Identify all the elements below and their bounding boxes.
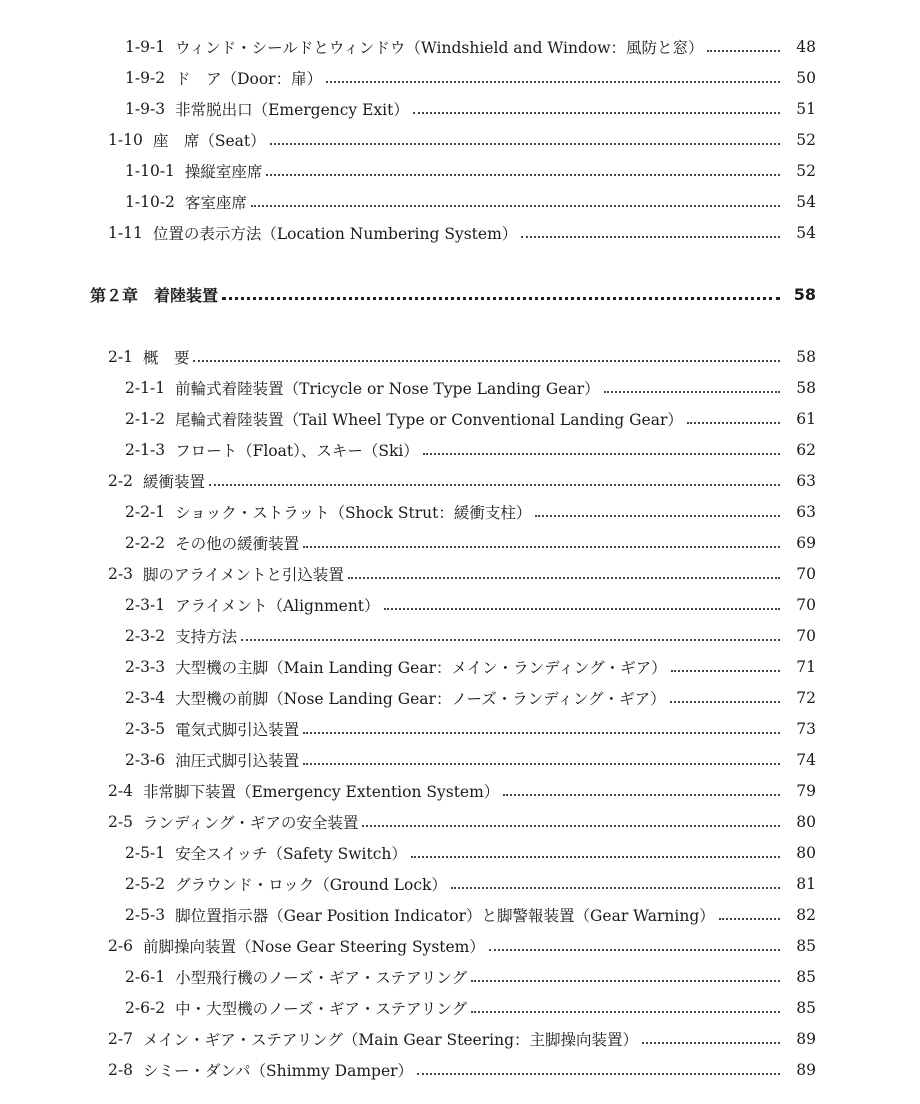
entry-number: 2-2-2 <box>125 533 166 552</box>
entry-number: 2-3-3 <box>125 657 166 676</box>
entry-number: 1-10 <box>108 130 143 149</box>
entry-page-number: 58 <box>796 347 816 366</box>
entry-page-number: 80 <box>796 812 816 831</box>
dot-leader <box>209 484 780 486</box>
entry-title: 大型機の前脚（Nose Landing Gear：ノーズ・ランディング・ギア） <box>175 689 666 708</box>
entry-title: 尾輪式着陸装置（Tail Wheel Type or Conventional Landing Gear） <box>175 410 683 429</box>
toc-entry <box>0 434 920 465</box>
toc-entry <box>0 620 920 651</box>
dot-leader <box>326 81 780 83</box>
entry-number: 1-9-2 <box>125 68 166 87</box>
entry-number: 第２章 <box>90 286 139 305</box>
entry-number: 1-9-3 <box>125 99 166 118</box>
dot-leader <box>384 608 780 610</box>
toc-entry <box>0 124 920 155</box>
entry-title: ショック・ストラット（Shock Strut：緩衝支柱） <box>175 503 532 522</box>
toc-entry <box>0 992 920 1023</box>
toc-entry <box>0 558 920 589</box>
entry-number: 2-7 <box>108 1029 133 1048</box>
toc-entry <box>0 496 920 527</box>
entry-number: 1-10-1 <box>125 161 175 180</box>
entry-page-number: 74 <box>796 750 816 769</box>
entry-number: 2-4 <box>108 781 133 800</box>
toc-entry <box>0 899 920 930</box>
entry-number: 2-6 <box>108 936 133 955</box>
entry-page-number: 89 <box>796 1060 816 1079</box>
dot-leader <box>687 422 780 424</box>
entry-title: ド ア（Door：扉） <box>175 69 323 88</box>
entry-number: 2-3 <box>108 564 133 583</box>
toc-entry <box>0 961 920 992</box>
entry-number: 2-3-5 <box>125 719 166 738</box>
entry-page-number: 58 <box>796 378 816 397</box>
toc-entry <box>0 62 920 93</box>
entry-number: 1-9-1 <box>125 37 166 56</box>
entry-page-number: 58 <box>793 285 816 304</box>
entry-page-number: 48 <box>796 37 816 56</box>
dot-leader <box>411 856 780 858</box>
entry-page-number: 85 <box>796 998 816 1017</box>
entry-title: 緩衝装置 <box>142 472 205 491</box>
dot-leader <box>535 515 780 517</box>
entry-title: 電気式脚引込装置 <box>175 720 300 739</box>
entry-page-number: 81 <box>796 874 816 893</box>
dot-leader <box>417 1073 780 1075</box>
dot-leader <box>222 297 780 300</box>
dot-leader <box>303 763 780 765</box>
entry-page-number: 70 <box>796 595 816 614</box>
toc-entry <box>0 372 920 403</box>
toc-entry <box>0 403 920 434</box>
dot-leader <box>521 236 780 238</box>
toc-entry <box>0 713 920 744</box>
toc-entry <box>0 682 920 713</box>
entry-title: 前輪式着陸装置（Tricycle or Nose Type Landing Gear） <box>175 379 600 398</box>
entry-number: 2-6-2 <box>125 998 166 1017</box>
dot-leader <box>362 825 780 827</box>
toc-entry <box>0 217 920 248</box>
entry-title: 概 要 <box>142 348 190 367</box>
entry-title: 安全スイッチ（Safety Switch） <box>175 844 407 863</box>
entry-number: 2-5 <box>108 812 133 831</box>
entry-page-number: 61 <box>796 409 816 428</box>
entry-title: 位置の表示方法（Location Numbering System） <box>152 224 518 243</box>
entry-number: 2-3-4 <box>125 688 166 707</box>
entry-page-number: 80 <box>796 843 816 862</box>
entry-number: 1-10-2 <box>125 192 175 211</box>
toc-entry <box>0 806 920 837</box>
toc-entry <box>0 1054 920 1085</box>
entry-number: 2-5-3 <box>125 905 166 924</box>
entry-page-number: 70 <box>796 626 816 645</box>
toc-entry <box>0 465 920 496</box>
entry-title: シミー・ダンパ（Shimmy Damper） <box>142 1061 414 1080</box>
entry-page-number: 79 <box>796 781 816 800</box>
toc-entry <box>0 868 920 899</box>
entry-title: 支持方法 <box>175 627 238 646</box>
entry-title: 非常脚下装置（Emergency Extention System） <box>142 782 500 801</box>
entry-title: 非常脱出口（Emergency Exit） <box>175 100 409 119</box>
entry-number: 2-3-2 <box>125 626 166 645</box>
entry-number: 2-3-1 <box>125 595 166 614</box>
entry-page-number: 50 <box>796 68 816 87</box>
entry-title: 客室座席 <box>184 193 247 212</box>
entry-number: 2-2 <box>108 471 133 490</box>
toc-entry <box>0 527 920 558</box>
dot-leader <box>503 794 780 796</box>
entry-page-number: 51 <box>796 99 816 118</box>
entry-page-number: 63 <box>796 471 816 490</box>
entry-page-number: 85 <box>796 936 816 955</box>
entry-title: フロート（Float）、スキー（Ski） <box>175 441 419 460</box>
entry-number: 2-1 <box>108 347 133 366</box>
entry-page-number: 82 <box>796 905 816 924</box>
entry-number: 2-6-1 <box>125 967 166 986</box>
entry-page-number: 52 <box>796 161 816 180</box>
toc-entry <box>0 744 920 775</box>
entry-number: 2-1-1 <box>125 378 166 397</box>
entry-page-number: 62 <box>796 440 816 459</box>
toc-entry <box>0 837 920 868</box>
toc-entry <box>0 155 920 186</box>
entry-number: 2-3-6 <box>125 750 166 769</box>
dot-leader <box>471 980 780 982</box>
toc-entry <box>0 651 920 682</box>
toc-entry <box>0 93 920 124</box>
dot-leader <box>413 112 780 114</box>
dot-leader <box>670 701 780 703</box>
entry-number: 1-11 <box>108 223 143 242</box>
dot-leader <box>303 732 780 734</box>
dot-leader <box>266 174 780 176</box>
chapter-entry <box>0 279 920 310</box>
dot-leader <box>451 887 780 889</box>
dot-leader <box>193 360 780 362</box>
entry-title: メイン・ギア・ステアリング（Main Gear Steering：主脚操向装置） <box>142 1030 638 1049</box>
entry-page-number: 54 <box>796 223 816 242</box>
toc-entry <box>0 930 920 961</box>
toc-entry <box>0 589 920 620</box>
dot-leader <box>604 391 780 393</box>
toc-entry <box>0 186 920 217</box>
entry-title: 油圧式脚引込装置 <box>175 751 300 770</box>
dot-leader <box>642 1042 780 1044</box>
entry-number: 2-5-2 <box>125 874 166 893</box>
entry-title: 中・大型機のノーズ・ギア・ステアリング <box>175 999 468 1018</box>
entry-title: 小型飛行機のノーズ・ギア・ステアリング <box>175 968 468 987</box>
entry-page-number: 63 <box>796 502 816 521</box>
entry-number: 2-5-1 <box>125 843 166 862</box>
toc-entry <box>0 1023 920 1054</box>
entry-title: 大型機の主脚（Main Landing Gear：メイン・ランディング・ギア） <box>175 658 667 677</box>
entry-title: その他の緩衝装置 <box>175 534 300 553</box>
entry-page-number: 69 <box>796 533 816 552</box>
toc-entry <box>0 31 920 62</box>
entry-title: 着陸装置 <box>154 286 219 305</box>
entry-page-number: 71 <box>796 657 816 676</box>
dot-leader <box>719 918 780 920</box>
entry-page-number: 85 <box>796 967 816 986</box>
dot-leader <box>241 639 780 641</box>
dot-leader <box>707 50 780 52</box>
entry-number: 2-1-2 <box>125 409 166 428</box>
dot-leader <box>270 143 780 145</box>
entry-title: 脚のアライメントと引込装置 <box>142 565 344 584</box>
dot-leader <box>303 546 780 548</box>
entry-title: 脚位置指示器（Gear Position Indicator）と脚警報装置（Gear Warning） <box>175 906 715 925</box>
entry-page-number: 54 <box>796 192 816 211</box>
entry-number: 2-2-1 <box>125 502 166 521</box>
entry-page-number: 72 <box>796 688 816 707</box>
entry-title: 前脚操向装置（Nose Gear Steering System） <box>142 937 485 956</box>
entry-title: 操縦室座席 <box>184 162 263 181</box>
entry-title: 座 席（Seat） <box>152 131 266 150</box>
dot-leader <box>348 577 780 579</box>
toc-entry <box>0 341 920 372</box>
dot-leader <box>471 1011 780 1013</box>
dot-leader <box>489 949 780 951</box>
entry-page-number: 89 <box>796 1029 816 1048</box>
dot-leader <box>251 205 780 207</box>
entry-number: 2-1-3 <box>125 440 166 459</box>
toc-entry <box>0 775 920 806</box>
entry-title: ランディング・ギアの安全装置 <box>142 813 359 832</box>
entry-page-number: 70 <box>796 564 816 583</box>
dot-leader <box>671 670 780 672</box>
dot-leader <box>423 453 780 455</box>
entry-title: ウィンド・シールドとウィンドウ（Windshield and Window：風防と窓） <box>175 38 704 57</box>
entry-number: 2-8 <box>108 1060 133 1079</box>
entry-page-number: 73 <box>796 719 816 738</box>
entry-page-number: 52 <box>796 130 816 149</box>
entry-title: アライメント（Alignment） <box>175 596 380 615</box>
entry-title: グラウンド・ロック（Ground Lock） <box>175 875 447 894</box>
